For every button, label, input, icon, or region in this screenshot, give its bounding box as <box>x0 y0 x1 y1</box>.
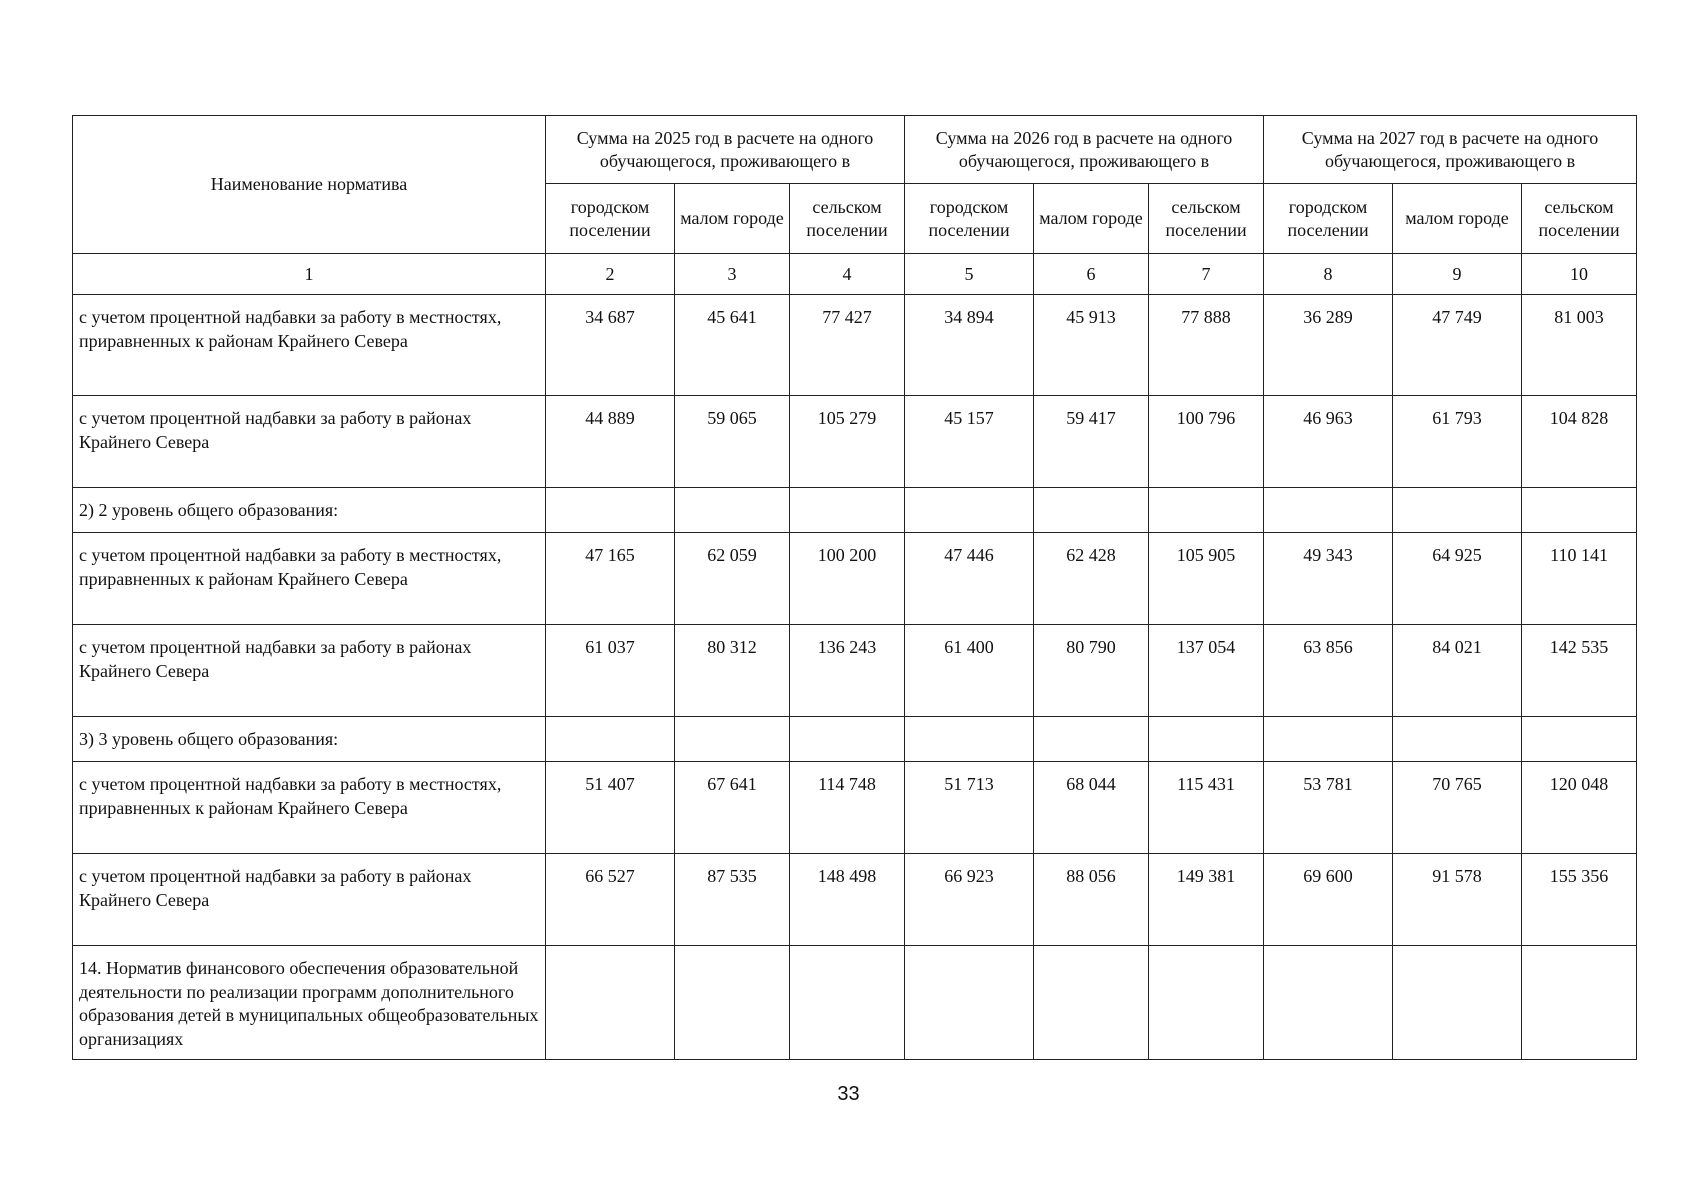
header-group-2026: Сумма на 2026 год в расчете на одного обучающегося, проживающего в <box>905 116 1264 184</box>
value-cell: 148 498 <box>790 854 905 946</box>
row-name: с учетом процентной надбавки за работу в районах Крайнего Севера <box>73 625 546 717</box>
header-group-2025: Сумма на 2025 год в расчете на одного обучающегося, проживающего в <box>546 116 905 184</box>
column-number: 10 <box>1522 254 1637 295</box>
value-cell: 44 889 <box>546 396 675 488</box>
value-cell: 84 021 <box>1393 625 1522 717</box>
value-cell: 62 059 <box>675 533 790 625</box>
table-row <box>73 854 1637 946</box>
value-cell: 155 356 <box>1522 854 1637 946</box>
header-subcolumn: сельском поселении <box>790 184 905 254</box>
value-cell: 59 417 <box>1034 396 1149 488</box>
row-name: 14. Норматив финансового обеспечения образовательной деятельности по реализации программ дополнительного образования детей в муниципальных общеобразовательных организациях <box>73 946 546 1060</box>
value-cell <box>1264 488 1393 533</box>
column-number: 3 <box>675 254 790 295</box>
value-cell <box>1393 946 1522 1060</box>
value-cell: 104 828 <box>1522 396 1637 488</box>
value-cell <box>675 717 790 762</box>
value-cell: 87 535 <box>675 854 790 946</box>
value-cell: 47 749 <box>1393 295 1522 396</box>
value-cell <box>675 946 790 1060</box>
value-cell <box>1393 488 1522 533</box>
value-cell: 63 856 <box>1264 625 1393 717</box>
header-name-column: Наименование норматива <box>73 116 546 254</box>
table-row <box>73 625 1637 717</box>
value-cell <box>790 488 905 533</box>
row-name: с учетом процентной надбавки за работу в местностях, приравненных к районам Крайнего Севера <box>73 533 546 625</box>
row-name: с учетом процентной надбавки за работу в районах Крайнего Севера <box>73 854 546 946</box>
table-row <box>73 396 1637 488</box>
value-cell: 51 407 <box>546 762 675 854</box>
value-cell: 142 535 <box>1522 625 1637 717</box>
column-number: 7 <box>1149 254 1264 295</box>
value-cell: 62 428 <box>1034 533 1149 625</box>
header-subcolumn: сельском поселении <box>1149 184 1264 254</box>
value-cell: 47 165 <box>546 533 675 625</box>
value-cell: 91 578 <box>1393 854 1522 946</box>
value-cell: 100 796 <box>1149 396 1264 488</box>
value-cell: 53 781 <box>1264 762 1393 854</box>
value-cell <box>546 946 675 1060</box>
header-subcolumn: малом городе <box>1034 184 1149 254</box>
value-cell: 81 003 <box>1522 295 1637 396</box>
value-cell: 45 157 <box>905 396 1034 488</box>
header-subcolumn: городском поселении <box>1264 184 1393 254</box>
value-cell: 34 687 <box>546 295 675 396</box>
value-cell: 61 400 <box>905 625 1034 717</box>
value-cell <box>675 488 790 533</box>
value-cell: 45 913 <box>1034 295 1149 396</box>
column-number: 5 <box>905 254 1034 295</box>
table-row <box>73 295 1637 396</box>
value-cell: 100 200 <box>790 533 905 625</box>
table-row <box>73 946 1637 1060</box>
value-cell <box>1149 488 1264 533</box>
value-cell: 49 343 <box>1264 533 1393 625</box>
column-number: 9 <box>1393 254 1522 295</box>
column-number: 2 <box>546 254 675 295</box>
value-cell: 149 381 <box>1149 854 1264 946</box>
row-name: с учетом процентной надбавки за работу в местностях, приравненных к районам Крайнего Севера <box>73 295 546 396</box>
value-cell <box>1034 717 1149 762</box>
norm-table <box>72 115 1637 1060</box>
value-cell: 59 065 <box>675 396 790 488</box>
value-cell: 110 141 <box>1522 533 1637 625</box>
value-cell: 67 641 <box>675 762 790 854</box>
value-cell: 51 713 <box>905 762 1034 854</box>
value-cell <box>790 717 905 762</box>
value-cell: 120 048 <box>1522 762 1637 854</box>
value-cell: 61 793 <box>1393 396 1522 488</box>
value-cell: 80 790 <box>1034 625 1149 717</box>
value-cell: 105 905 <box>1149 533 1264 625</box>
table-row <box>73 717 1637 762</box>
value-cell: 69 600 <box>1264 854 1393 946</box>
value-cell <box>1034 946 1149 1060</box>
value-cell: 64 925 <box>1393 533 1522 625</box>
value-cell: 46 963 <box>1264 396 1393 488</box>
row-name: 2) 2 уровень общего образования: <box>73 488 546 533</box>
value-cell <box>546 717 675 762</box>
value-cell: 70 765 <box>1393 762 1522 854</box>
column-number: 8 <box>1264 254 1393 295</box>
column-number: 1 <box>73 254 546 295</box>
row-name: с учетом процентной надбавки за работу в районах Крайнего Севера <box>73 396 546 488</box>
value-cell <box>905 488 1034 533</box>
value-cell <box>790 946 905 1060</box>
header-subcolumn: малом городе <box>675 184 790 254</box>
value-cell <box>1522 717 1637 762</box>
header-subcolumn: городском поселении <box>905 184 1034 254</box>
value-cell <box>1264 946 1393 1060</box>
value-cell: 137 054 <box>1149 625 1264 717</box>
value-cell: 36 289 <box>1264 295 1393 396</box>
value-cell: 88 056 <box>1034 854 1149 946</box>
page-number: 33 <box>837 1083 860 1105</box>
value-cell <box>905 946 1034 1060</box>
value-cell: 66 923 <box>905 854 1034 946</box>
row-name: с учетом процентной надбавки за работу в местностях, приравненных к районам Крайнего Севера <box>73 762 546 854</box>
value-cell: 77 888 <box>1149 295 1264 396</box>
table-body <box>73 295 1637 1060</box>
value-cell: 68 044 <box>1034 762 1149 854</box>
column-number-row <box>73 254 1637 295</box>
row-name: 3) 3 уровень общего образования: <box>73 717 546 762</box>
table-row <box>73 762 1637 854</box>
value-cell <box>1522 488 1637 533</box>
value-cell: 77 427 <box>790 295 905 396</box>
header-group-2027: Сумма на 2027 год в расчете на одного обучающегося, проживающего в <box>1264 116 1637 184</box>
table-row <box>73 488 1637 533</box>
value-cell <box>1264 717 1393 762</box>
value-cell <box>1149 717 1264 762</box>
header-subcolumn: малом городе <box>1393 184 1522 254</box>
value-cell: 47 446 <box>905 533 1034 625</box>
value-cell: 114 748 <box>790 762 905 854</box>
column-number: 6 <box>1034 254 1149 295</box>
value-cell: 80 312 <box>675 625 790 717</box>
value-cell <box>1149 946 1264 1060</box>
value-cell <box>1393 717 1522 762</box>
table-row <box>73 533 1637 625</box>
value-cell <box>1522 946 1637 1060</box>
value-cell: 66 527 <box>546 854 675 946</box>
value-cell <box>1034 488 1149 533</box>
value-cell <box>546 488 675 533</box>
table-header <box>73 116 1637 295</box>
value-cell: 34 894 <box>905 295 1034 396</box>
value-cell: 115 431 <box>1149 762 1264 854</box>
value-cell: 61 037 <box>546 625 675 717</box>
header-subcolumn: сельском поселении <box>1522 184 1637 254</box>
value-cell: 105 279 <box>790 396 905 488</box>
value-cell: 45 641 <box>675 295 790 396</box>
value-cell: 136 243 <box>790 625 905 717</box>
header-subcolumn: городском поселении <box>546 184 675 254</box>
value-cell <box>905 717 1034 762</box>
column-number: 4 <box>790 254 905 295</box>
